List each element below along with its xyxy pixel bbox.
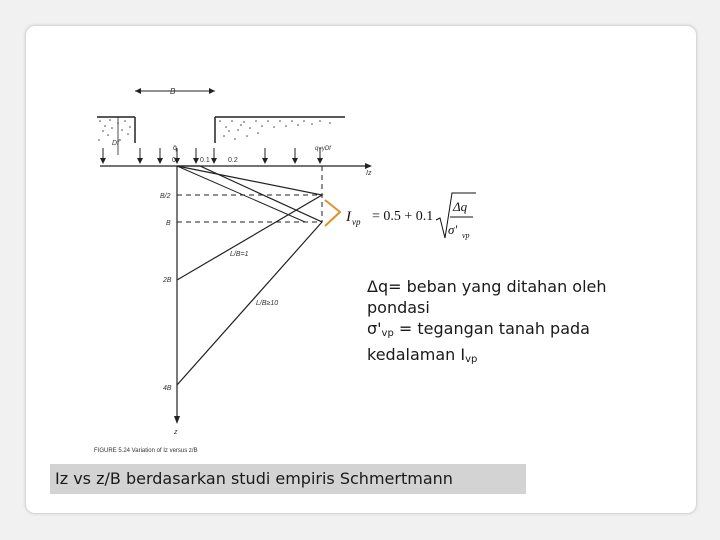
note-line-3 xyxy=(367,318,657,344)
load-arrowheads xyxy=(100,158,323,164)
tick-0: 0 xyxy=(172,157,176,164)
formula-denominator-sub: vp xyxy=(462,231,470,240)
sigma-symbol: σ' xyxy=(367,319,382,338)
tick-0-1: 0.1 xyxy=(200,157,210,164)
curve-lb10-label: L/B≥10 xyxy=(256,300,279,307)
tick-0-2: 0.2 xyxy=(228,157,238,164)
z-axis-arrow-icon xyxy=(174,416,180,424)
curve-lb10 xyxy=(177,166,322,385)
depth-tick-b2: B/2 xyxy=(160,193,171,200)
overburden-label: q=γDf xyxy=(315,146,331,152)
note-line-2: pondasi xyxy=(367,298,430,317)
note-text-3: = tegangan tanah pada xyxy=(393,319,590,338)
formula-lhs-sub: vp xyxy=(352,217,361,227)
formula-denominator: σ' xyxy=(448,222,458,237)
note-text-1: q= beban yang ditahan oleh xyxy=(377,277,607,296)
curve-lb1-label: L/B=1 xyxy=(230,251,249,258)
curve-lb1 xyxy=(177,166,322,280)
depth-tick-4b: 4B xyxy=(163,385,172,392)
highlight-chevron-icon xyxy=(325,200,340,226)
load-label: q̄ xyxy=(173,145,177,152)
note-line-4 xyxy=(367,344,657,370)
width-label: B xyxy=(170,87,176,96)
note-line-1 xyxy=(367,276,657,297)
iz-axis-label: Iz xyxy=(366,170,372,177)
notes-block xyxy=(367,276,657,370)
load-arrows xyxy=(103,148,320,161)
arrow-left-icon xyxy=(135,88,141,94)
sigma-sub: vp xyxy=(381,328,394,339)
z-axis-label: z xyxy=(174,429,178,436)
figure-caption: FIGURE 5.24 Variation of Iz versus z/B xyxy=(94,448,198,454)
ivp-sub: vp xyxy=(465,354,478,365)
depth-tick-2b: 2B xyxy=(163,277,172,284)
curve-upper-link xyxy=(177,166,305,222)
depth-tick-b: B xyxy=(166,220,171,227)
reference-dashes xyxy=(177,166,322,222)
note-text-4: kedalaman I xyxy=(367,345,466,364)
delta-symbol: Δ xyxy=(367,277,378,296)
arrow-right-icon xyxy=(209,88,215,94)
formula-rhs: = 0.5 + 0.1 xyxy=(372,209,434,224)
iz-axis-arrow-icon xyxy=(365,163,372,169)
formula-numerator: Δq xyxy=(453,199,468,214)
formula-lhs: I xyxy=(346,209,351,225)
depth-label: Df xyxy=(112,140,119,147)
slide-caption: Iz vs z/B berdasarkan studi empiris Schmertmann xyxy=(55,469,453,488)
